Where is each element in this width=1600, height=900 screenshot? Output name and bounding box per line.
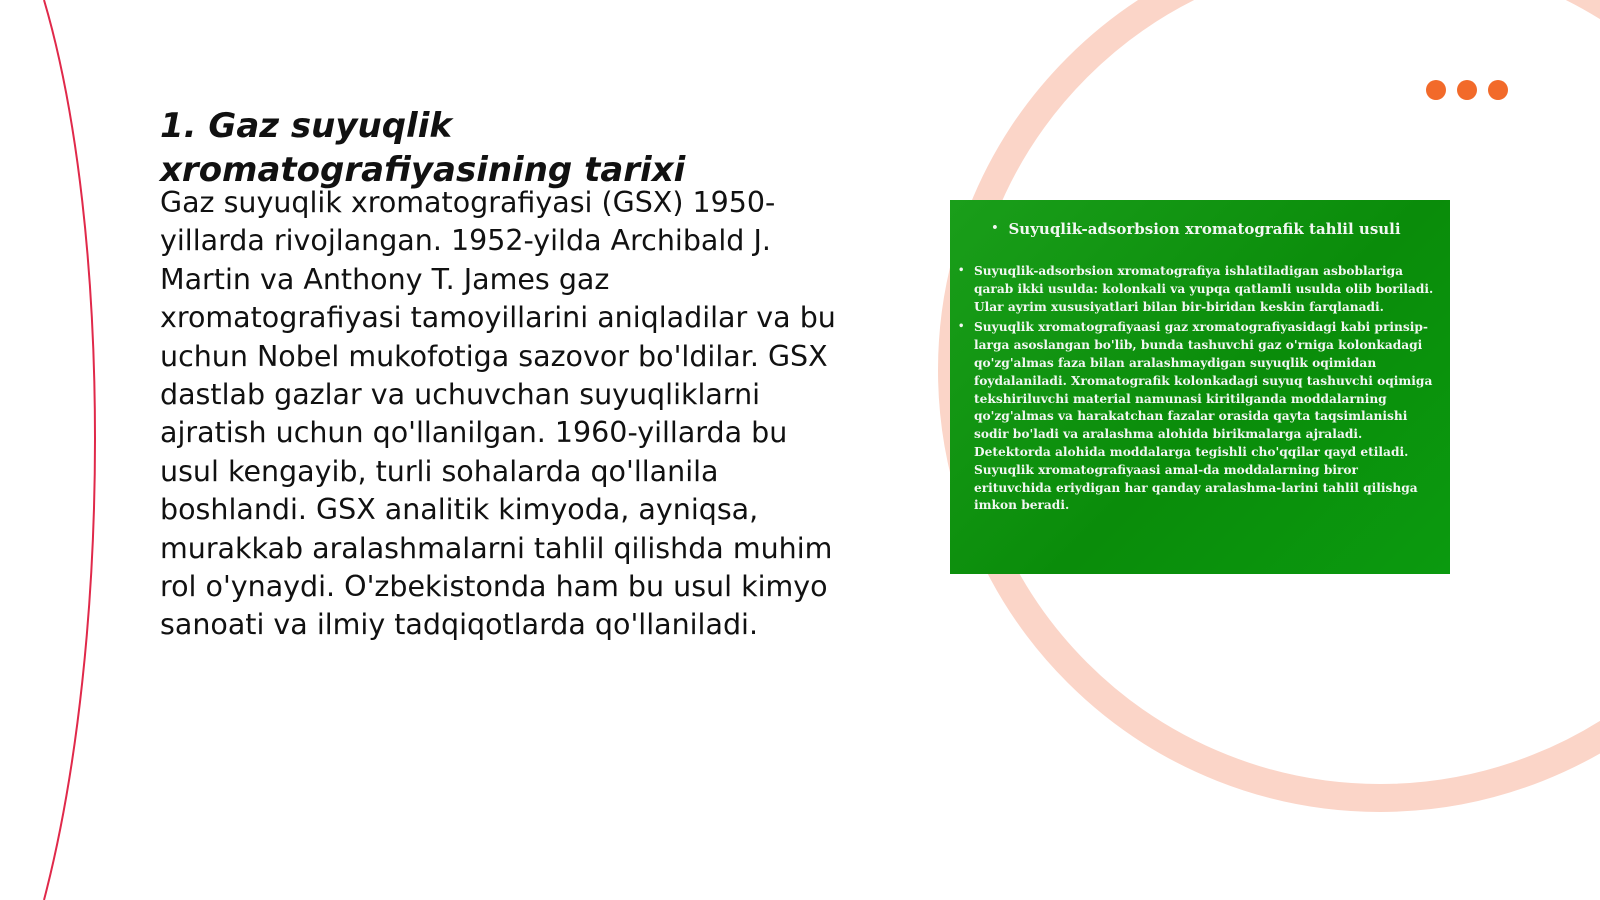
panel-list-item [956, 263, 1436, 316]
left-red-curve [44, 0, 95, 900]
panel-heading [956, 218, 1436, 239]
panel-list-item [956, 319, 1436, 515]
panel-heading-text: Suyuqlik-adsorbsion xromatografik tahlil usuli [1008, 220, 1401, 238]
panel-list [956, 263, 1436, 515]
bullet-icon: • [958, 265, 965, 276]
panel-list-item-text: Suyuqlik-adsorbsion xromatografiya ishlatiladigan asboblariga qarab ikki usulda: kolonkali va yupqa qatlamli usulda olib boriladi. Ular ayrim xususiyatlari bilan bir-biridan keskin farqlanadi. [974, 264, 1434, 314]
bullet-icon: • [958, 321, 965, 333]
dot-icon [1457, 80, 1477, 100]
slide-title: 1. Gaz suyuqlik xromatografiyasining tarixi [160, 106, 686, 190]
green-info-panel [950, 200, 1450, 574]
dot-icon [1488, 80, 1508, 100]
bullet-icon: • [991, 221, 999, 234]
dot-icon [1426, 80, 1446, 100]
panel-list-item-text: Suyuqlik xromatografiyaasi gaz xromatografiyasidagi kabi prinsip-larga asoslangan bo'lib, bunda tashuvchi gaz o'rniga kolonkadagi qo'zg'almas faza bilan aralashmaydigan suyuqlik oqimidan foydalaniladi. Xromatografik kolonkadagi suyuq tashuvchi oqimiga tekshiriluvchi material namunasi kiritilganda moddalarning qo'zg'almas va harakatchan fazalar orasida qayta taqsimlanishi sodir bo'ladi va aralashma alohida birikmalarga ajraladi. Detektorda alohida moddalarga tegishli cho'qqilar qayd etiladi. Suyuqlik xromatografiyaasi amal-da moddalarning biror erituvchida eriydigan har qanday aralashma-larini tahlil qilishga imkon beradi. [974, 320, 1433, 513]
slide-body-text: Gaz suyuqlik xromatografiyasi (GSX) 1950-yillarda rivojlangan. 1952-yilda Archibald J. Martin va Anthony T. James gaz xromatografiyasi tamoyillarini aniqladilar va bu uchun Nobel mukofotiga sazovor bo'ldilar. GSX dastlab gazlar va uchuvchan suyuqliklarni ajratish uchun qo'llanilgan. 1960-yillarda bu usul kengayib, turli sohalarda qo'llanila boshlandi. GSX analitik kimyoda, ayniqsa, murakkab aralashmalarni tahlil qilishda muhim rol o'ynaydi. O'zbekistonda ham bu usul kimyo sanoati va ilmiy tadqiqotlarda qo'llaniladi. [160, 186, 836, 642]
menu-dots [1426, 80, 1508, 100]
